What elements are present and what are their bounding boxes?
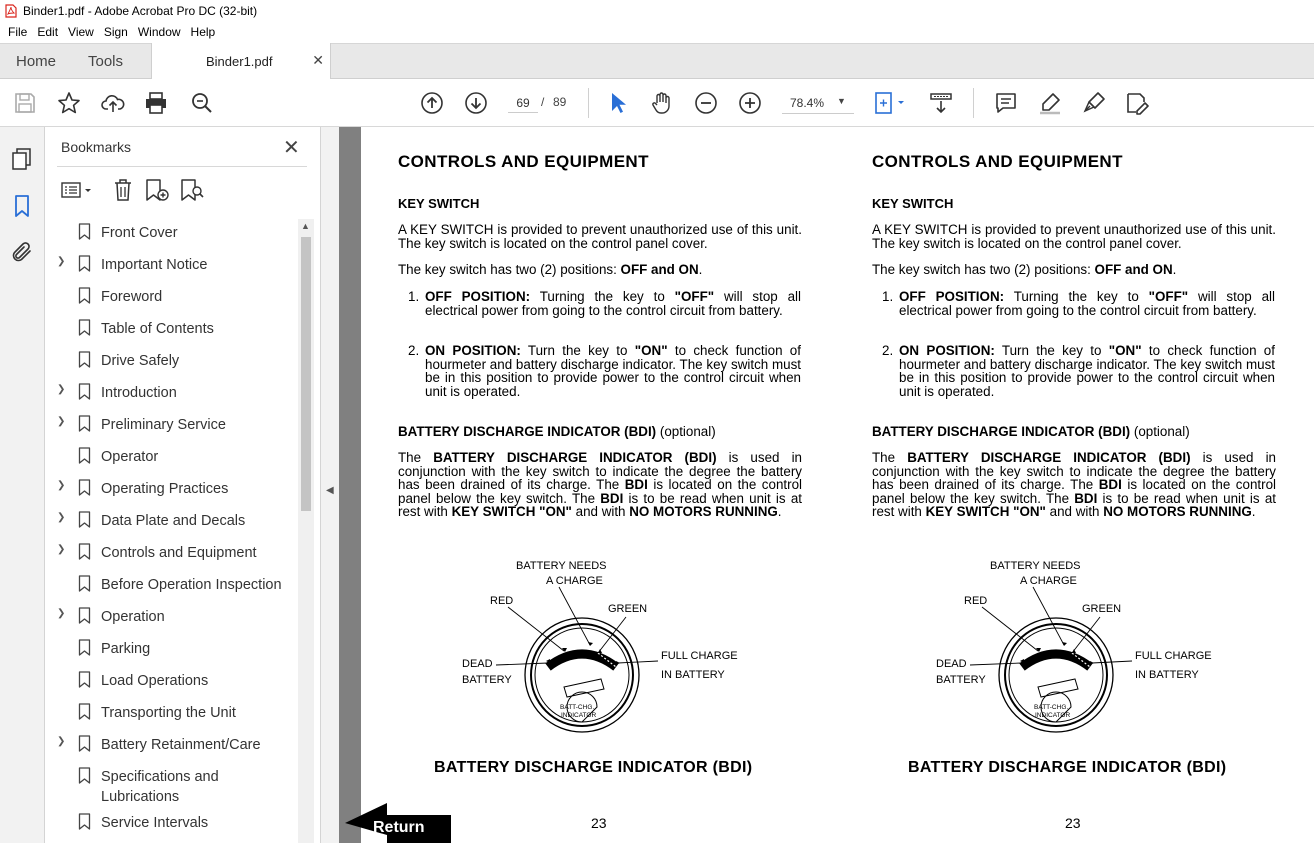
menu-help[interactable]: Help [190,25,216,39]
menu-edit[interactable]: Edit [37,25,59,39]
document-view[interactable] [339,127,1314,843]
title-bar [0,0,1314,22]
bookmark-icon [78,575,91,592]
gauge-label-red: RED [964,595,988,607]
gauge-face-label-1: BATT-CHG. [1034,704,1069,711]
gauge-label-full-1: FULL CHARGE [1135,650,1212,662]
close-tab-icon[interactable]: ✕ [312,52,324,68]
document-tab[interactable] [151,43,331,80]
section-title: CONTROLS AND EQUIPMENT [398,152,649,171]
scroll-mode-icon[interactable] [929,91,953,115]
sign-pen-icon[interactable] [1082,91,1106,115]
bookmark-icon [78,511,91,528]
menu-bar [0,22,1314,43]
bookmark-item[interactable] [45,731,298,763]
star-icon[interactable] [57,91,81,115]
gauge-label-green: GREEN [608,603,648,615]
zoom-level-dropdown[interactable] [782,92,854,114]
menu-view[interactable]: View [68,25,94,39]
bookmark-item[interactable] [45,283,298,315]
gauge-label-needs-2: A CHARGE [546,575,603,587]
bookmark-label: Operating Practices [101,481,229,497]
comment-icon[interactable] [994,91,1018,115]
bookmark-label: Service Intervals [101,815,209,831]
panel-splitter[interactable] [320,127,339,843]
positions-paragraph: The key switch has two (2) positions: OFF and ON. [398,262,703,277]
bookmark-label: Introduction [101,385,177,401]
bookmarks-icon[interactable] [10,194,34,218]
bookmark-list [45,219,298,843]
edit-pdf-icon[interactable] [1125,91,1149,115]
bookmark-label: Controls and Equipment [101,545,257,561]
chevron-right-icon[interactable]: ❯ [57,512,66,523]
chevron-right-icon[interactable]: ❯ [57,256,66,267]
bookmark-label: Front Cover [101,225,178,241]
bookmark-label: Transporting the Unit [101,705,236,721]
gauge-label-dead-2: BATTERY [936,674,986,686]
bookmark-icon [78,671,91,688]
tab-bar [0,43,1314,79]
bookmark-icon [78,287,91,304]
bookmark-item[interactable] [45,635,298,667]
bookmark-item[interactable] [45,809,298,841]
gauge-label-needs-1: BATTERY NEEDS [990,560,1081,572]
key-switch-heading: KEY SWITCH [398,196,480,211]
menu-window[interactable]: Window [137,25,181,39]
bookmark-label: Operator [101,449,159,465]
positions-paragraph: The key switch has two (2) positions: OFF and ON. [872,262,1177,277]
panel-divider [57,166,307,167]
new-bookmark-icon[interactable] [144,177,170,203]
print-icon[interactable] [144,91,168,115]
previous-page-icon[interactable] [420,91,444,115]
tab-home[interactable]: Home [16,53,57,70]
gauge-label-needs-1: BATTERY NEEDS [516,560,607,572]
hand-tool-icon[interactable] [650,91,674,115]
menu-sign[interactable]: Sign [103,25,128,39]
figure-caption: BATTERY DISCHARGE INDICATOR (BDI) [908,759,1227,776]
bookmark-label: Preliminary Service [101,417,226,433]
page-number-input[interactable] [508,93,538,113]
bookmark-options-icon[interactable] [60,177,94,203]
bookmark-label: Battery Retainment/Care [101,737,261,753]
bookmark-label: Table of Contents [101,321,214,337]
key-switch-paragraph: A KEY SWITCH is provided to prevent unauthorized use of this unit. The key switch is located on the control panel cover. [398,222,802,251]
bookmark-label: Operation [101,609,165,625]
highlight-pen-icon[interactable] [1038,91,1062,115]
toolbar-divider [588,88,589,118]
bookmark-item[interactable] [45,507,298,539]
section-title: CONTROLS AND EQUIPMENT [872,152,1123,171]
bookmark-item[interactable] [45,571,298,603]
bookmark-icon [78,223,91,240]
chevron-right-icon[interactable]: ❯ [57,544,66,555]
menu-file[interactable]: File [8,25,28,39]
bdi-gauge-illustration [930,557,1230,747]
bookmark-scrollbar[interactable] [298,219,314,843]
figure-caption: BATTERY DISCHARGE INDICATOR (BDI) [434,759,753,776]
chevron-right-icon[interactable]: ❯ [57,480,66,491]
bookmark-icon [78,607,91,624]
zoom-out-icon[interactable] [694,91,718,115]
page-separator: / [541,95,545,109]
key-switch-heading: KEY SWITCH [872,196,954,211]
upload-cloud-icon[interactable] [101,91,125,115]
attachments-icon[interactable] [10,240,34,264]
bdi-heading: BATTERY DISCHARGE INDICATOR (BDI) (optional) [872,424,1190,439]
bookmark-icon [78,255,91,272]
find-bookmark-icon[interactable] [179,177,205,203]
gauge-label-full-2: IN BATTERY [1135,669,1199,681]
bookmark-item[interactable] [45,475,298,507]
bookmark-item[interactable] [45,763,298,809]
bookmark-icon [78,813,91,830]
gauge-label-full-2: IN BATTERY [661,669,725,681]
gauge-face-label-2: INDICATOR [561,712,597,719]
close-panel-icon[interactable]: ✕ [283,137,300,159]
bookmark-icon [78,543,91,560]
bookmark-label: Foreword [101,289,163,305]
zoom-in-icon[interactable] [738,91,762,115]
bookmark-item[interactable] [45,443,298,475]
gauge-label-red: RED [490,595,514,607]
total-pages: 89 [553,95,567,109]
window-title: Binder1.pdf - Adobe Acrobat Pro DC (32-bit) [23,4,258,18]
return-label: Return [373,819,425,836]
chevron-right-icon[interactable]: ❯ [57,736,66,747]
bdi-gauge-illustration [456,557,756,747]
bookmark-label: Data Plate and Decals [101,513,246,529]
bookmark-icon [78,703,91,720]
bookmark-icon [78,447,91,464]
document-tab-label: Binder1.pdf [206,54,273,69]
bookmark-label: Parking [101,641,151,657]
bookmark-item[interactable] [45,315,298,347]
bookmark-item[interactable] [45,379,298,411]
page-thumbnails-icon[interactable] [10,147,34,171]
gauge-face-label-1: BATT-CHG. [560,704,595,711]
page-column-left: CONTROLS AND EQUIPMENT KEY SWITCH A KEY SWITCH is provided to prevent unauthorized use of this unit. The key switch is located on the control panel cover. The key switch has two (2) positions: OFF and ON. 1. OFF POSITION: Turning the key to "OFF" will stop all electrical power from going to the control circuit from battery. 2. ON POSITION: Turn the key to "ON" to check function of hourmeter and battery discharge indicator. The key switch must be in this position to provide power to the control circuit when unit is operated. BATTERY DISCHARGE INDICATOR (BDI) (optional) The BATTERY DISCHARGE INDICATOR (BDI) is used in conjunction with the key switch to indicate the degree the battery has been drained of its charge. The BDI is located on the control panel below the key switch. The BDI is to be read when unit is at rest with KEY SWITCH "ON" and with NO MOTORS RUNNING. BATTERY NEEDS A CHARGE RED GREEN DEAD BATTERY FULL CHARGE IN BATTERY BATT-CHG. INDICATOR BATTERY DISCHARGE INDICATOR (BDI) 23 [398,152,803,831]
chevron-down-icon: ▼ [837,96,846,106]
bookmark-item[interactable] [45,603,298,635]
chevron-right-icon[interactable]: ❯ [57,384,66,395]
return-button[interactable] [343,803,451,843]
gauge-label-green: GREEN [1082,603,1122,615]
bookmark-icon [78,767,91,784]
bookmark-item[interactable] [45,699,298,731]
zoom-search-icon[interactable] [190,91,214,115]
key-switch-paragraph: A KEY SWITCH is provided to prevent unauthorized use of this unit. The key switch is located on the control panel cover. [872,222,1276,251]
bookmark-icon [78,319,91,336]
acrobat-icon [4,4,18,18]
bookmark-item[interactable] [45,219,298,251]
bookmark-icon [78,479,91,496]
tab-tools[interactable]: Tools [88,53,124,70]
chevron-right-icon[interactable]: ❯ [57,416,66,427]
bookmark-label: Drive Safely [101,353,180,369]
bookmarks-title: Bookmarks [61,139,132,155]
pdf-page [361,127,1314,843]
bdi-paragraph: The BATTERY DISCHARGE INDICATOR (BDI) is used in conjunction with the key switch to indicate the degree the battery has been drained of its charge. The BDI is located on the control panel below the key switch. The BDI is to be read when unit is at rest with KEY SWITCH "ON" and with NO MOTORS RUNNING. [398,450,803,519]
page-number-footer: 23 [591,815,607,831]
bookmark-item[interactable] [45,411,298,443]
save-icon[interactable] [13,91,37,115]
bookmark-item[interactable] [45,347,298,379]
bookmark-item[interactable] [45,251,298,283]
gauge-label-dead-1: DEAD [936,658,967,670]
gauge-label-needs-2: A CHARGE [1020,575,1077,587]
bookmark-icon [78,639,91,656]
bdi-paragraph: The BATTERY DISCHARGE INDICATOR (BDI) is used in conjunction with the key switch to indicate the degree the battery has been drained of its charge. The BDI is located on the control panel below the key switch. The BDI is to be read when unit is at rest with KEY SWITCH "ON" and with NO MOTORS RUNNING. [872,450,1277,519]
bookmark-icon [78,735,91,752]
bookmark-item[interactable] [45,667,298,699]
bookmark-label: Before Operation Inspection [101,577,282,593]
gauge-face-label-2: INDICATOR [1035,712,1071,719]
gauge-label-dead-1: DEAD [462,658,493,670]
toolbar [0,79,1314,127]
scroll-thumb[interactable] [301,237,311,511]
bookmark-label: Load Operations [101,673,209,689]
scroll-up-icon[interactable]: ▲ [301,221,310,231]
navigation-rail [0,127,45,843]
bookmarks-panel [45,127,320,843]
chevron-right-icon[interactable]: ❯ [57,608,66,619]
delete-bookmark-icon[interactable] [110,177,136,203]
page-number-footer: 23 [1065,815,1081,831]
collapse-panel-icon[interactable]: ◀ [326,485,334,496]
bookmark-label: Important Notice [101,257,208,273]
bookmark-icon [78,383,91,400]
gauge-label-dead-2: BATTERY [462,674,512,686]
bdi-heading: BATTERY DISCHARGE INDICATOR (BDI) (optional) [398,424,716,439]
next-page-icon[interactable] [464,91,488,115]
bookmark-item[interactable] [45,539,298,571]
select-cursor-icon[interactable] [606,91,630,115]
toolbar-divider [973,88,974,118]
bookmark-label: Specifications and Lubrications [101,769,219,805]
bookmark-icon [78,415,91,432]
zoom-level-value: 78.4% [790,96,825,110]
page-column-right: CONTROLS AND EQUIPMENT KEY SWITCH A KEY SWITCH is provided to prevent unauthorized use of this unit. The key switch is located on the control panel cover. The key switch has two (2) positions: OFF and ON. 1. OFF POSITION: Turning the key to "OFF" will stop all electrical power from going to the control circuit from battery. 2. ON POSITION: Turn the key to "ON" to check function of hourmeter and battery discharge indicator. The key switch must be in this position to provide power to the control circuit when unit is operated. BATTERY DISCHARGE INDICATOR (BDI) (optional) The BATTERY DISCHARGE INDICATOR (BDI) is used in conjunction with the key switch to indicate the degree the battery has been drained of its charge. The BDI is located on the control panel below the key switch. The BDI is to be read when unit is at rest with KEY SWITCH "ON" and with NO MOTORS RUNNING. BATTERY NEEDS A CHARGE RED GREEN DEAD BATTERY FULL CHARGE IN BATTERY BATT-CHG. INDICATOR BATTERY DISCHARGE INDICATOR (BDI) 23 [872,152,1277,831]
gauge-label-full-1: FULL CHARGE [661,650,738,662]
fit-page-icon[interactable] [872,91,908,115]
bookmark-icon [78,351,91,368]
